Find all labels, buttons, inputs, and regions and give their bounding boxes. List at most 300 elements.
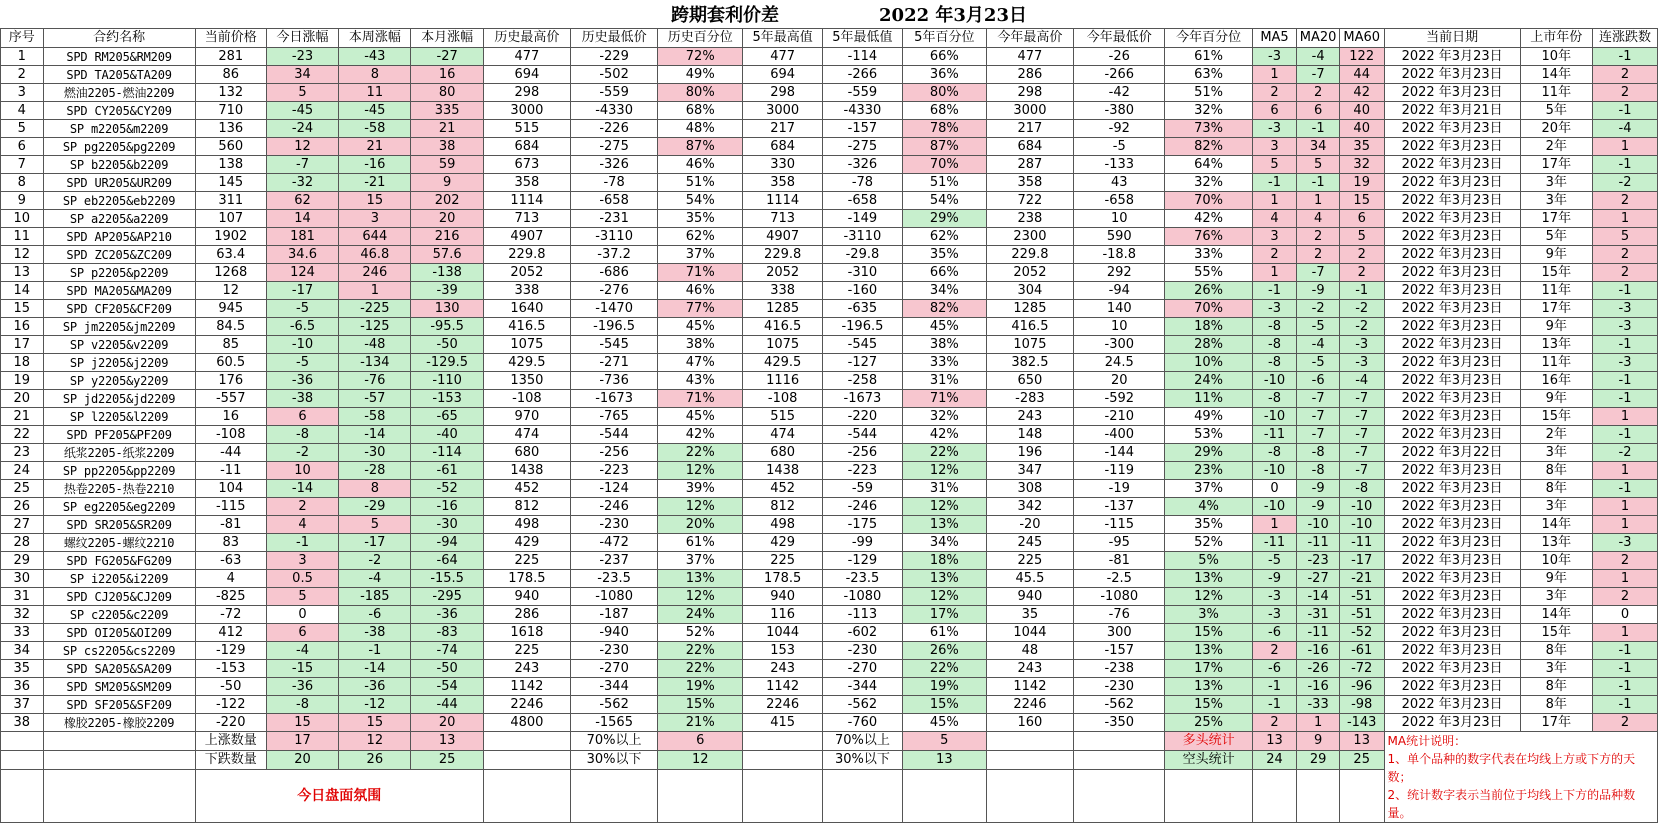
table-cell[interactable]: 7 — [1, 156, 44, 174]
column-header[interactable]: 当前价格 — [195, 29, 266, 48]
five-below-label[interactable]: 30%以下 — [823, 751, 903, 770]
bull-ma60[interactable]: 13 — [1339, 732, 1384, 751]
table-cell[interactable]: 23% — [1165, 462, 1252, 480]
table-cell[interactable]: -5 — [266, 354, 338, 372]
table-cell[interactable]: -113 — [823, 606, 903, 624]
table-cell[interactable]: -110 — [411, 372, 483, 390]
table-cell[interactable]: 2022 年3月23日 — [1384, 210, 1520, 228]
table-cell[interactable]: -7 — [1339, 462, 1384, 480]
table-cell[interactable]: 2 — [1252, 714, 1297, 732]
table-cell[interactable]: SP m2205&m2209 — [43, 120, 195, 138]
table-cell[interactable]: -4 — [1592, 120, 1657, 138]
table-cell[interactable]: 940 — [986, 588, 1073, 606]
table-cell[interactable]: 452 — [743, 480, 823, 498]
table-cell[interactable]: 13% — [1165, 642, 1252, 660]
table-cell[interactable]: 30 — [1, 570, 44, 588]
table-cell[interactable]: -7 — [1339, 444, 1384, 462]
table-cell[interactable]: -1080 — [823, 588, 903, 606]
table-cell[interactable]: 2年 — [1520, 426, 1592, 444]
table-cell[interactable]: -96 — [1339, 678, 1384, 696]
table-cell[interactable]: 15年 — [1520, 408, 1592, 426]
table-cell[interactable]: -246 — [823, 498, 903, 516]
table-cell[interactable]: -8 — [1297, 462, 1340, 480]
table-cell[interactable]: -37.2 — [571, 246, 658, 264]
table-cell[interactable]: -8 — [1297, 444, 1340, 462]
table-cell[interactable]: -246 — [571, 498, 658, 516]
table-cell[interactable]: 2 — [1297, 246, 1340, 264]
table-cell[interactable]: 15% — [902, 696, 986, 714]
table-cell[interactable]: -3 — [1592, 300, 1657, 318]
table-cell[interactable]: 43% — [658, 372, 743, 390]
table-cell[interactable]: -562 — [571, 696, 658, 714]
table-cell[interactable]: -3 — [1252, 588, 1297, 606]
table-cell[interactable]: 19 — [1, 372, 44, 390]
table-cell[interactable]: -7 — [1297, 264, 1340, 282]
table-cell[interactable]: 20年 — [1520, 120, 1592, 138]
table-cell[interactable]: 2022 年3月23日 — [1384, 426, 1520, 444]
table-cell[interactable]: 2022 年3月23日 — [1384, 84, 1520, 102]
table-cell[interactable]: -26 — [1297, 660, 1340, 678]
hist-above-label[interactable]: 70%以上 — [571, 732, 658, 751]
table-cell[interactable]: 680 — [743, 444, 823, 462]
table-cell[interactable]: 8年 — [1520, 696, 1592, 714]
table-cell[interactable]: 64% — [1165, 156, 1252, 174]
table-cell[interactable]: -545 — [823, 336, 903, 354]
table-cell[interactable]: 2022 年3月23日 — [1384, 138, 1520, 156]
table-cell[interactable]: 15年 — [1520, 624, 1592, 642]
table-cell[interactable]: 2022 年3月23日 — [1384, 480, 1520, 498]
table-cell[interactable]: -74 — [411, 642, 483, 660]
table-cell[interactable]: -3 — [1339, 354, 1384, 372]
table-cell[interactable]: 5 — [266, 84, 338, 102]
table-cell[interactable]: 12% — [902, 588, 986, 606]
table-cell[interactable]: 2 — [1252, 84, 1297, 102]
table-cell[interactable]: 12 — [195, 282, 266, 300]
table-cell[interactable]: 2 — [1, 66, 44, 84]
table-cell[interactable]: 47% — [658, 354, 743, 372]
table-cell[interactable]: 225 — [986, 552, 1073, 570]
table-cell[interactable]: 342 — [986, 498, 1073, 516]
five-above-label[interactable]: 70%以上 — [823, 732, 903, 751]
table-cell[interactable]: -187 — [571, 606, 658, 624]
table-cell[interactable]: 2 — [1252, 642, 1297, 660]
column-header[interactable]: 本月涨幅 — [411, 29, 483, 48]
table-cell[interactable]: 21% — [658, 714, 743, 732]
table-cell[interactable]: 2022 年3月23日 — [1384, 516, 1520, 534]
table-cell[interactable]: -45 — [339, 102, 411, 120]
table-cell[interactable]: 713 — [483, 210, 570, 228]
table-cell[interactable]: 644 — [339, 228, 411, 246]
table-cell[interactable]: 2022 年3月23日 — [1384, 372, 1520, 390]
table-cell[interactable]: -8 — [1252, 318, 1297, 336]
table-cell[interactable]: -1 — [1297, 120, 1340, 138]
table-cell[interactable]: -185 — [339, 588, 411, 606]
table-cell[interactable]: 229.8 — [743, 246, 823, 264]
table-cell[interactable]: SP pg2205&pg2209 — [43, 138, 195, 156]
table-cell[interactable]: -1 — [339, 642, 411, 660]
table-cell[interactable]: SPD RM205&RM209 — [43, 48, 195, 66]
table-cell[interactable]: 35 — [986, 606, 1073, 624]
table-cell[interactable]: 8 — [1, 174, 44, 192]
column-header[interactable]: 序号 — [1, 29, 44, 48]
table-cell[interactable]: 20 — [1, 390, 44, 408]
table-cell[interactable]: 181 — [266, 228, 338, 246]
table-cell[interactable]: SPD CF205&CF209 — [43, 300, 195, 318]
table-cell[interactable]: 1044 — [743, 624, 823, 642]
table-cell[interactable]: 229.8 — [986, 246, 1073, 264]
table-cell[interactable]: 1142 — [743, 678, 823, 696]
column-header[interactable]: 本周涨幅 — [339, 29, 411, 48]
table-cell[interactable]: -6 — [1252, 660, 1297, 678]
table-cell[interactable]: -11 — [1297, 534, 1340, 552]
down-month[interactable]: 25 — [411, 751, 483, 770]
table-cell[interactable]: -275 — [571, 138, 658, 156]
table-cell[interactable]: 34.6 — [266, 246, 338, 264]
table-cell[interactable]: 63% — [1165, 66, 1252, 84]
table-cell[interactable]: -33 — [1297, 696, 1340, 714]
table-cell[interactable]: -23.5 — [571, 570, 658, 588]
table-cell[interactable]: 2022 年3月23日 — [1384, 462, 1520, 480]
table-cell[interactable]: -27 — [411, 48, 483, 66]
table-cell[interactable]: -1 — [1297, 174, 1340, 192]
table-cell[interactable]: 45% — [658, 408, 743, 426]
table-cell[interactable]: -210 — [1074, 408, 1165, 426]
table-cell[interactable]: -1080 — [1074, 588, 1165, 606]
table-cell[interactable]: -14 — [339, 426, 411, 444]
table-cell[interactable]: 83 — [195, 534, 266, 552]
table-cell[interactable]: -11 — [1297, 624, 1340, 642]
table-cell[interactable]: 14 — [266, 210, 338, 228]
table-cell[interactable]: 34 — [266, 66, 338, 84]
table-cell[interactable]: 722 — [986, 192, 1073, 210]
table-cell[interactable]: 17年 — [1520, 156, 1592, 174]
table-cell[interactable]: 2022 年3月23日 — [1384, 174, 1520, 192]
table-cell[interactable]: 61% — [902, 624, 986, 642]
table-cell[interactable]: 3年 — [1520, 192, 1592, 210]
table-cell[interactable]: -472 — [571, 534, 658, 552]
table-cell[interactable]: -10 — [1252, 462, 1297, 480]
table-cell[interactable]: 70% — [1165, 300, 1252, 318]
table-cell[interactable]: 429.5 — [483, 354, 570, 372]
table-cell[interactable]: -129 — [823, 552, 903, 570]
table-cell[interactable]: 0 — [1252, 480, 1297, 498]
table-cell[interactable]: -137 — [1074, 498, 1165, 516]
table-cell[interactable]: 1 — [1592, 570, 1657, 588]
table-cell[interactable]: 382.5 — [986, 354, 1073, 372]
table-cell[interactable]: 3 — [266, 552, 338, 570]
table-cell[interactable]: -2 — [339, 552, 411, 570]
column-header[interactable]: 今年最高价 — [986, 29, 1073, 48]
table-cell[interactable]: -20 — [986, 516, 1073, 534]
table-cell[interactable]: 24% — [658, 606, 743, 624]
table-cell[interactable]: 34% — [902, 534, 986, 552]
table-cell[interactable]: -1 — [1252, 174, 1297, 192]
table-cell[interactable]: 6 — [1252, 102, 1297, 120]
table-cell[interactable]: -17 — [1339, 552, 1384, 570]
table-cell[interactable]: 34 — [1297, 138, 1340, 156]
table-cell[interactable]: 3 — [1252, 138, 1297, 156]
table-cell[interactable]: -14 — [1297, 588, 1340, 606]
column-header[interactable]: 连涨跌数 — [1592, 29, 1657, 48]
table-cell[interactable]: 87% — [658, 138, 743, 156]
table-cell[interactable]: 51% — [658, 174, 743, 192]
table-cell[interactable]: 66% — [902, 48, 986, 66]
table-cell[interactable]: SP a2205&a2209 — [43, 210, 195, 228]
table-cell[interactable]: 4 — [1297, 210, 1340, 228]
table-cell[interactable]: -4 — [1297, 336, 1340, 354]
table-cell[interactable]: 2022 年3月23日 — [1384, 192, 1520, 210]
table-cell[interactable]: -58 — [339, 408, 411, 426]
hist-below-label[interactable]: 30%以下 — [571, 751, 658, 770]
table-cell[interactable]: -36 — [266, 678, 338, 696]
table-cell[interactable]: -559 — [571, 84, 658, 102]
table-cell[interactable]: -1 — [1592, 480, 1657, 498]
table-cell[interactable]: 15% — [1165, 696, 1252, 714]
table-cell[interactable]: 84.5 — [195, 318, 266, 336]
table-cell[interactable]: -11 — [1252, 534, 1297, 552]
table-cell[interactable]: SP c2205&c2209 — [43, 606, 195, 624]
table-cell[interactable]: 10 — [1074, 210, 1165, 228]
table-cell[interactable]: 10年 — [1520, 552, 1592, 570]
table-cell[interactable]: -1673 — [571, 390, 658, 408]
table-cell[interactable]: 3000 — [986, 102, 1073, 120]
table-cell[interactable]: 178.5 — [743, 570, 823, 588]
table-cell[interactable]: -256 — [571, 444, 658, 462]
table-cell[interactable]: -21 — [339, 174, 411, 192]
table-cell[interactable]: 46% — [658, 282, 743, 300]
table-cell[interactable]: -1 — [1592, 660, 1657, 678]
table-cell[interactable]: 216 — [411, 228, 483, 246]
table-cell[interactable]: 35% — [902, 246, 986, 264]
table-cell[interactable]: 415 — [743, 714, 823, 732]
table-cell[interactable]: -6.5 — [266, 318, 338, 336]
table-cell[interactable]: 2022 年3月23日 — [1384, 264, 1520, 282]
table-cell[interactable]: 338 — [743, 282, 823, 300]
table-cell[interactable]: 11年 — [1520, 354, 1592, 372]
table-cell[interactable]: 40 — [1339, 102, 1384, 120]
table-cell[interactable]: 45% — [902, 714, 986, 732]
table-cell[interactable]: -12 — [339, 696, 411, 714]
five-above-count[interactable]: 5 — [902, 732, 986, 751]
table-cell[interactable]: 62 — [266, 192, 338, 210]
table-cell[interactable]: -3 — [1592, 318, 1657, 336]
table-cell[interactable]: 358 — [483, 174, 570, 192]
table-cell[interactable]: -230 — [571, 642, 658, 660]
table-cell[interactable]: -8 — [1252, 390, 1297, 408]
table-cell[interactable]: -196.5 — [823, 318, 903, 336]
table-cell[interactable]: SP l2205&l2209 — [43, 408, 195, 426]
table-cell[interactable]: -10 — [1252, 408, 1297, 426]
table-cell[interactable]: -9 — [1297, 480, 1340, 498]
table-cell[interactable]: 1 — [1297, 192, 1340, 210]
table-cell[interactable]: -4 — [1339, 372, 1384, 390]
table-cell[interactable]: 35 — [1339, 138, 1384, 156]
table-cell[interactable]: 26 — [1, 498, 44, 516]
table-cell[interactable]: 32% — [1165, 102, 1252, 120]
table-cell[interactable]: -124 — [571, 480, 658, 498]
table-cell[interactable]: 18% — [1165, 318, 1252, 336]
table-cell[interactable]: 2052 — [986, 264, 1073, 282]
table-cell[interactable]: 9 — [411, 174, 483, 192]
table-cell[interactable]: 3000 — [483, 102, 570, 120]
column-header[interactable]: 5年百分位 — [902, 29, 986, 48]
column-header[interactable]: 当前日期 — [1384, 29, 1520, 48]
table-cell[interactable]: 4% — [1165, 498, 1252, 516]
table-cell[interactable]: -1 — [266, 534, 338, 552]
table-cell[interactable]: 243 — [483, 660, 570, 678]
table-cell[interactable]: -7 — [1339, 426, 1384, 444]
table-cell[interactable]: 8年 — [1520, 462, 1592, 480]
table-cell[interactable]: 15 — [339, 714, 411, 732]
table-cell[interactable]: 429 — [483, 534, 570, 552]
table-cell[interactable]: 2 — [266, 498, 338, 516]
table-cell[interactable]: -23 — [266, 48, 338, 66]
table-cell[interactable]: 515 — [483, 120, 570, 138]
table-cell[interactable]: 32 — [1, 606, 44, 624]
table-cell[interactable]: 650 — [986, 372, 1073, 390]
table-cell[interactable]: 6 — [1339, 210, 1384, 228]
table-cell[interactable]: 37 — [1, 696, 44, 714]
table-cell[interactable]: 338 — [483, 282, 570, 300]
table-cell[interactable]: 2022 年3月23日 — [1384, 498, 1520, 516]
table-cell[interactable]: -544 — [571, 426, 658, 444]
table-cell[interactable]: 335 — [411, 102, 483, 120]
table-cell[interactable]: -1 — [1592, 336, 1657, 354]
table-cell[interactable]: 62% — [902, 228, 986, 246]
table-cell[interactable]: 15年 — [1520, 264, 1592, 282]
table-cell[interactable]: -1 — [1592, 48, 1657, 66]
table-cell[interactable]: 12% — [1165, 588, 1252, 606]
table-cell[interactable]: 2022 年3月23日 — [1384, 624, 1520, 642]
table-cell[interactable]: 1114 — [743, 192, 823, 210]
table-cell[interactable]: -326 — [571, 156, 658, 174]
table-cell[interactable]: -7 — [266, 156, 338, 174]
table-cell[interactable]: SPD SR205&SR209 — [43, 516, 195, 534]
table-cell[interactable]: 229.8 — [483, 246, 570, 264]
table-cell[interactable]: -10 — [1339, 498, 1384, 516]
table-cell[interactable]: -36 — [411, 606, 483, 624]
table-cell[interactable]: -9 — [1297, 498, 1340, 516]
table-cell[interactable]: 8年 — [1520, 678, 1592, 696]
table-cell[interactable]: -602 — [823, 624, 903, 642]
table-cell[interactable]: 1142 — [483, 678, 570, 696]
table-cell[interactable]: 4 — [1, 102, 44, 120]
table-cell[interactable]: 61% — [1165, 48, 1252, 66]
table-cell[interactable]: -8 — [266, 696, 338, 714]
table-cell[interactable]: 33% — [1165, 246, 1252, 264]
table-cell[interactable]: 4 — [195, 570, 266, 588]
table-cell[interactable]: -11 — [1252, 426, 1297, 444]
table-cell[interactable]: -10 — [1297, 516, 1340, 534]
table-cell[interactable]: -31 — [1297, 606, 1340, 624]
table-cell[interactable]: 2052 — [743, 264, 823, 282]
table-cell[interactable]: 311 — [195, 192, 266, 210]
table-cell[interactable]: -238 — [1074, 660, 1165, 678]
table-cell[interactable]: -3 — [1252, 48, 1297, 66]
table-cell[interactable]: -7 — [1297, 390, 1340, 408]
table-cell[interactable]: -43 — [339, 48, 411, 66]
bear-ma20[interactable]: 29 — [1297, 751, 1340, 770]
table-cell[interactable]: -65 — [411, 408, 483, 426]
table-cell[interactable]: -1 — [1252, 282, 1297, 300]
table-cell[interactable]: -3 — [1252, 606, 1297, 624]
table-cell[interactable]: 16 — [195, 408, 266, 426]
table-cell[interactable]: -1 — [1592, 678, 1657, 696]
table-cell[interactable]: 49% — [658, 66, 743, 84]
table-cell[interactable]: -4330 — [571, 102, 658, 120]
table-cell[interactable]: 124 — [266, 264, 338, 282]
table-cell[interactable]: 纸浆2205-纸浆2209 — [43, 444, 195, 462]
table-cell[interactable]: -50 — [195, 678, 266, 696]
table-cell[interactable]: -2 — [266, 444, 338, 462]
table-cell[interactable]: -38 — [339, 624, 411, 642]
table-cell[interactable]: 5 — [1252, 156, 1297, 174]
table-cell[interactable]: -108 — [483, 390, 570, 408]
table-cell[interactable]: -83 — [411, 624, 483, 642]
table-cell[interactable]: 22% — [658, 444, 743, 462]
table-cell[interactable]: 243 — [986, 408, 1073, 426]
table-cell[interactable]: 31% — [902, 480, 986, 498]
table-cell[interactable]: 160 — [986, 714, 1073, 732]
table-cell[interactable]: 1 — [1592, 408, 1657, 426]
table-cell[interactable]: 48% — [658, 120, 743, 138]
table-cell[interactable]: 2 — [1592, 246, 1657, 264]
table-cell[interactable]: 498 — [743, 516, 823, 534]
table-cell[interactable]: 130 — [411, 300, 483, 318]
table-cell[interactable]: 9年 — [1520, 390, 1592, 408]
table-cell[interactable]: 477 — [986, 48, 1073, 66]
table-cell[interactable]: -61 — [411, 462, 483, 480]
table-cell[interactable]: -24 — [266, 120, 338, 138]
table-cell[interactable]: SP pp2205&pp2209 — [43, 462, 195, 480]
table-cell[interactable]: 2022 年3月22日 — [1384, 444, 1520, 462]
table-cell[interactable]: -1 — [1252, 696, 1297, 714]
table-cell[interactable]: 2 — [1592, 66, 1657, 84]
table-cell[interactable]: 243 — [743, 660, 823, 678]
table-cell[interactable]: 1618 — [483, 624, 570, 642]
up-month[interactable]: 13 — [411, 732, 483, 751]
table-cell[interactable]: 80% — [902, 84, 986, 102]
table-cell[interactable]: -7 — [1297, 66, 1340, 84]
table-cell[interactable]: 10 — [266, 462, 338, 480]
table-cell[interactable]: 33% — [902, 354, 986, 372]
table-cell[interactable]: 34% — [902, 282, 986, 300]
table-cell[interactable]: 19% — [902, 678, 986, 696]
table-cell[interactable]: 9年 — [1520, 246, 1592, 264]
bear-ma5[interactable]: 24 — [1252, 751, 1297, 770]
table-cell[interactable]: -64 — [411, 552, 483, 570]
table-cell[interactable]: 29% — [902, 210, 986, 228]
table-cell[interactable]: -2 — [1592, 174, 1657, 192]
table-cell[interactable]: -58 — [339, 120, 411, 138]
table-cell[interactable]: 22% — [658, 660, 743, 678]
table-cell[interactable]: 70% — [902, 156, 986, 174]
table-cell[interactable]: 14 — [1, 282, 44, 300]
table-cell[interactable]: 32% — [1165, 174, 1252, 192]
table-cell[interactable]: -95 — [1074, 534, 1165, 552]
table-cell[interactable]: 412 — [195, 624, 266, 642]
table-cell[interactable]: -2 — [1339, 300, 1384, 318]
table-cell[interactable]: 1075 — [483, 336, 570, 354]
bull-ma20[interactable]: 9 — [1297, 732, 1340, 751]
table-cell[interactable]: 2022 年3月23日 — [1384, 318, 1520, 336]
table-cell[interactable]: -658 — [823, 192, 903, 210]
table-cell[interactable]: -16 — [339, 156, 411, 174]
table-cell[interactable]: 27 — [1, 516, 44, 534]
table-cell[interactable]: -3110 — [571, 228, 658, 246]
table-cell[interactable]: -344 — [571, 678, 658, 696]
table-cell[interactable]: 138 — [195, 156, 266, 174]
